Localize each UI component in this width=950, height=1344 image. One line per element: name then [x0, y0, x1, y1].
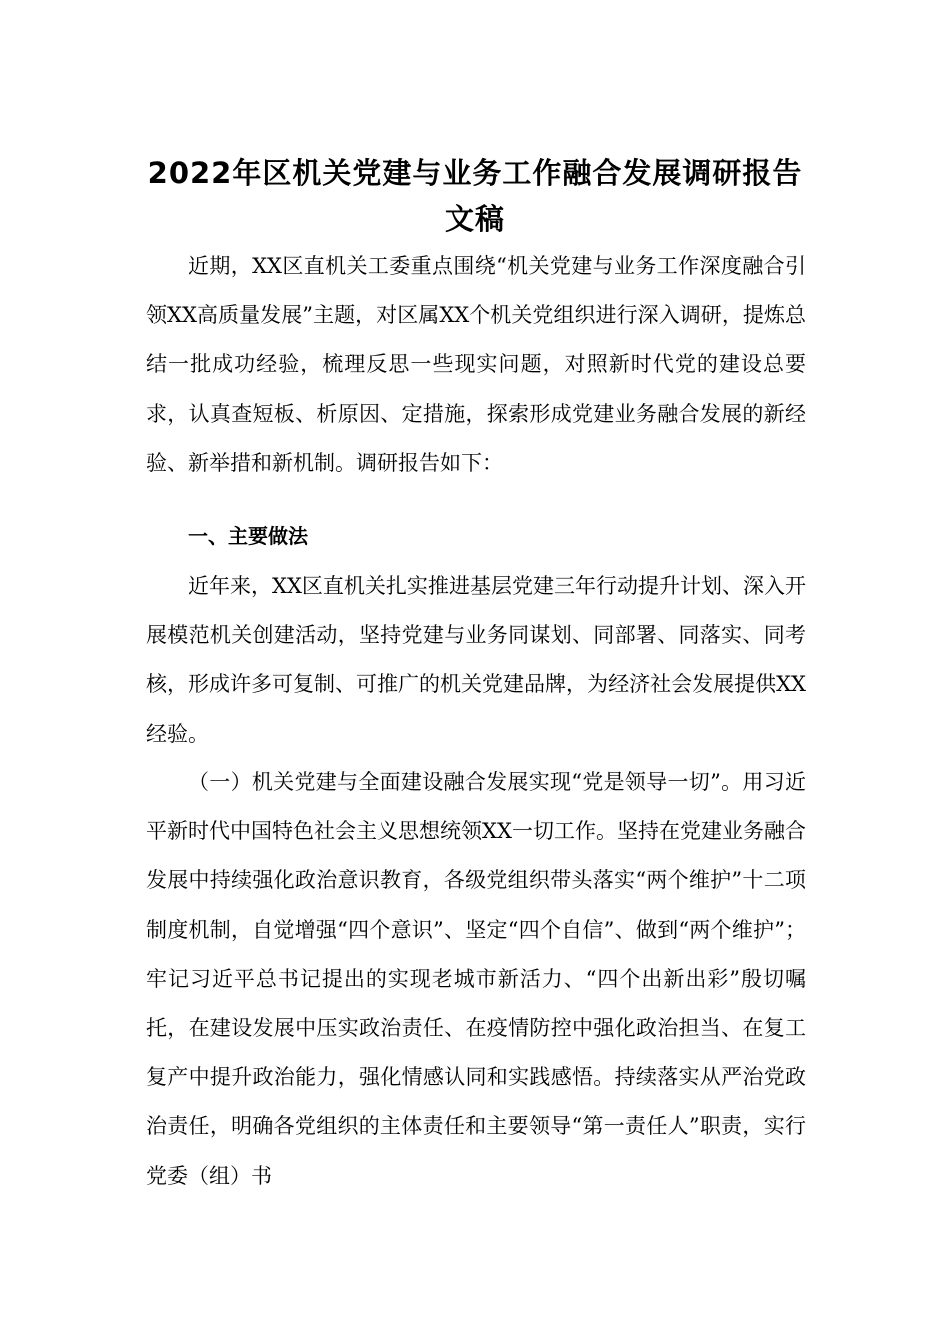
document-title: 2022年区机关党建与业务工作融合发展调研报告文稿: [147, 156, 803, 236]
section-paragraph: 近年来，XX区直机关扎实推进基层党建三年行动提升计划、深入开展模范机关创建活动，坚持党建与业务同谋划、同部署、同落实、同考核，形成许多可复制、可推广的机关党建品牌，为经济社会发展提供XX经验。: [146, 574, 806, 746]
section-heading: 一、主要做法: [188, 524, 308, 548]
item-paragraph: （一）机关党建与全面建设融合发展实现“党是领导一切”。用习近平新时代中国特色社会主义思想统领XX一切工作。坚持在党建业务融合发展中持续强化政治意识教育，各级党组织带头落实“两个维护”十二项制度机制，自觉增强“四个意识”、坚定“四个自信”、做到“两个维护”；牢记习近平总书记提出的实现老城市新活力、“四个出新出彩”殷切嘱托，在建设发展中压实政治责任、在疫情防控中强化政治担当、在复工复产中提升政治能力，强化情感认同和实践感悟。持续落实从严治党政治责任，明确各党组织的主体责任和主要领导“第一责任人”职责，实行党委（组）书: [146, 770, 806, 1188]
intro-paragraph: 近期，XX区直机关工委重点围绕“机关党建与业务工作深度融合引领XX高质量发展”主题，对区属XX个机关党组织进行深入调研，提炼总结一批成功经验，梳理反思一些现实问题，对照新时代党的建设总要求，认真查短板、析原因、定措施，探索形成党建业务融合发展的新经验、新举措和新机制。调研报告如下：: [146, 254, 806, 475]
